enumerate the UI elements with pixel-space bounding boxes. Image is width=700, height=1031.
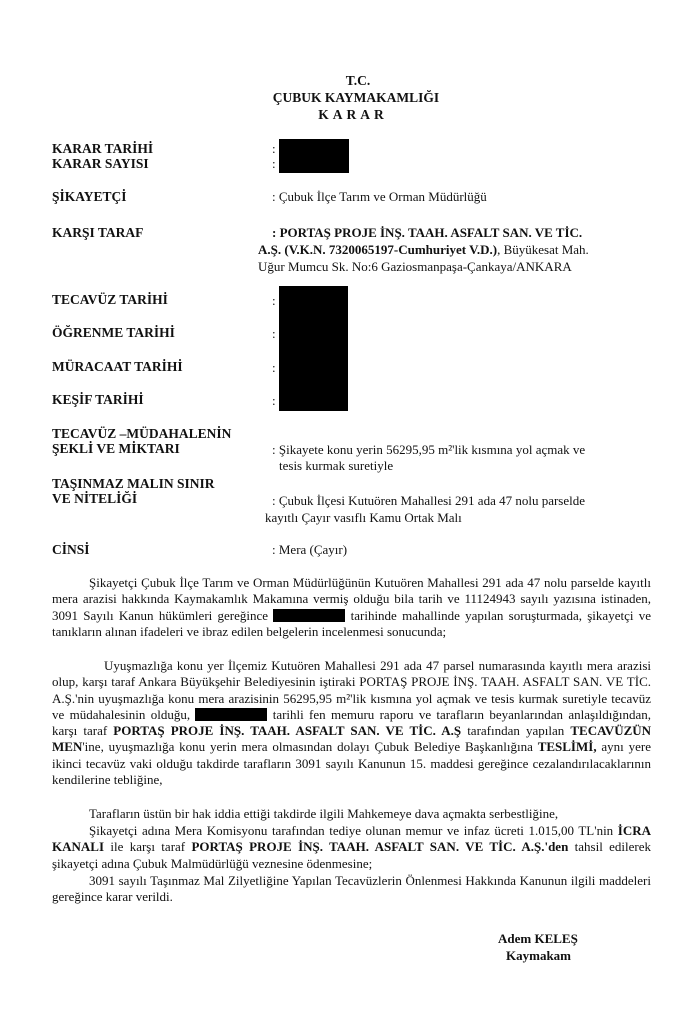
tasinmaz-value-line2: kayıtlı Çayır vasıflı Kamu Ortak Malı (265, 510, 462, 525)
sikayetci-value: : Çubuk İlçe Tarım ve Orman Müdürlüğü (272, 189, 487, 204)
paragraph-2-part-a: Uyuşmazlığa konu yer İlçemiz Kutuören Mahallesi 291 ada 47 parsel numarasında kayıtlı mera arazisi olup, karşı taraf Ankara Büyükşehir Belediyesinin iştiraki PORTAŞ PROJE İNŞ. TAAH. ASFALT SAN. VE TİC. A.Ş.'nin uyuşmazlığa konu mera arazisinin 56295,95 m²'lik kısmına yol açmak ve tesis kurmak suretiyle tecavüz ve müdahalesinin olduğu, (52, 658, 651, 722)
paragraph-4-part-c: ile karşı taraf (110, 839, 186, 855)
redaction-block (279, 376, 348, 411)
sekil-label-line2: ŞEKLİ VE MİKTARI (52, 441, 180, 456)
sekil-label-line1: TECAVÜZ –MÜDAHALENİN (52, 426, 232, 441)
tasinmaz-label-line2: VE NİTELİĞİ (52, 491, 138, 506)
ogrenme-tarihi-label: ÖĞRENME TARİHİ (52, 325, 175, 340)
paragraph-2-part-h: aynı yere ikinci tecavüz vaki olduğu takdirde tarafların 3091 sayılı Kanunun 15. maddesi gereğince cezalandırılacaklarının kendilerine tebliğine, (52, 739, 651, 788)
redaction-block (279, 314, 348, 344)
header-institution: ÇUBUK KAYMAKAMLIĞI (272, 90, 440, 105)
signature-name: Adem KELEŞ (498, 931, 578, 946)
tasinmaz-value-line1: : Çubuk İlçesi Kutuören Mahallesi 291 ada 47 nolu parselde (272, 493, 586, 508)
redaction-block (279, 344, 348, 376)
paragraph-1-end: tarihinde mahallinde yapılan soruşturmada, şikayetçi ve tanıkların alınan ifadeleri ve ibraz edilen belgelerin incelenmesi sonucunda; (52, 607, 652, 639)
tasinmaz-label-line1: TAŞINMAZ MALIN SINIR (52, 476, 215, 491)
redaction-block (279, 286, 348, 314)
paragraph-2-teslim: TESLİMİ, (537, 739, 597, 755)
paragraph-5: 3091 sayılı Taşınmaz Mal Zilyetliğine Yapılan Tecavüzlerin Önlenmesi Hakkında Kanunun ilgili maddeleri gereğince karar verildi. (52, 873, 651, 905)
karar-tarihi-label: KARAR TARİHİ (52, 141, 154, 156)
paragraph-2-part-b: tarihli fen memuru raporu ve tarafların beyanlarından anlaşıldığından, karşı taraf (52, 706, 651, 739)
paragraph-4-icra: İCRA KANALI (52, 823, 652, 855)
paragraph-4-part-e: tahsil edilerek şikayetçi adına Çubuk Malmüdürlüğü veznesine ödenmesine; (52, 839, 652, 871)
karsi-taraf-vkn: A.Ş. (V.K.N. 7320065197-Cumhuriyet V.D.) (258, 242, 498, 257)
cinsi-label: CİNSİ (52, 542, 90, 557)
karsi-taraf-line3: Uğur Mumcu Sk. No:6 Gaziosmanpaşa-Çankaya/ANKARA (258, 259, 572, 274)
tecavuz-tarihi-label: TECAVÜZ TARİHİ (52, 292, 168, 307)
paragraph-1-start: Şikayetçi Çubuk İlçe Tarım ve Orman Müdürlüğünün Kutuören Mahallesi 291 ada 47 nolu parselde kayıtlı mera arazisi hakkında Kaymakamlık Makamına vermiş olduğu bila tarih ve 11124943 sayılı yazısına istinaden, 3091 Sayılı Kanun hükümleri gereğince (52, 575, 651, 623)
paragraph-3: Tarafların üstün bir hak iddia ettiği takdirde ilgili Mahkemeye dava açmakta serbestliğine, (89, 806, 559, 821)
sekil-value-line2: tesis kurmak suretiyle (279, 458, 394, 473)
karsi-taraf-line1: : PORTAŞ PROJE İNŞ. TAAH. ASFALT SAN. VE TİC. (272, 225, 583, 240)
paragraph-2-part-d: tarafından yapılan (467, 723, 565, 739)
karar-tarihi-colon: : (272, 141, 276, 156)
karsi-taraf-label: KARŞI TARAF (52, 225, 144, 240)
karsi-taraf-address-start: , Büyükesat Mah. (497, 242, 589, 257)
karsi-taraf-line2 (258, 242, 589, 258)
redaction-inline (273, 609, 345, 622)
paragraph-4 (52, 823, 651, 872)
muracaat-tarihi-colon: : (272, 360, 276, 375)
paragraph-2 (52, 658, 651, 788)
kesif-tarihi-colon: : (272, 393, 276, 408)
karar-sayisi-colon: : (272, 156, 276, 171)
cinsi-value: : Mera (Çayır) (272, 542, 348, 557)
tecavuz-tarihi-colon: : (272, 293, 276, 308)
sikayetci-label: ŞİKAYETÇİ (52, 189, 127, 204)
redaction-block (279, 139, 349, 173)
paragraph-2-company: PORTAŞ PROJE İNŞ. TAAH. ASFALT SAN. VE TİC. A.Ş (113, 723, 462, 739)
paragraph-4-company: PORTAŞ PROJE İNŞ. TAAH. ASFALT SAN. VE TİC. A.Ş.'den (191, 839, 569, 855)
signature-title: Kaymakam (506, 948, 571, 963)
paragraph-2-men: TECAVÜZÜN MEN (52, 723, 652, 755)
redaction-inline (195, 708, 267, 721)
muracaat-tarihi-label: MÜRACAAT TARİHİ (52, 359, 183, 374)
kesif-tarihi-label: KEŞİF TARİHİ (52, 392, 144, 407)
header-karar: KARAR (318, 107, 388, 122)
paragraph-1 (52, 575, 651, 640)
karar-sayisi-label: KARAR SAYISI (52, 156, 149, 171)
paragraph-2-part-f: 'ine, uyuşmazlığa konu yerin mera olmasından dolayı Çubuk Belediye Başkanlığına (82, 739, 533, 755)
sekil-value-line1: : Şikayete konu yerin 56295,95 m²'lik kısmına yol açmak ve (272, 442, 586, 457)
paragraph-4-part-a: Şikayetçi adına Mera Komisyonu tarafından tediye olunan memur ve infaz ücreti 1.015,00 TL'nin (89, 823, 614, 838)
header-tc: T.C. (345, 73, 371, 88)
ogrenme-tarihi-colon: : (272, 326, 276, 341)
